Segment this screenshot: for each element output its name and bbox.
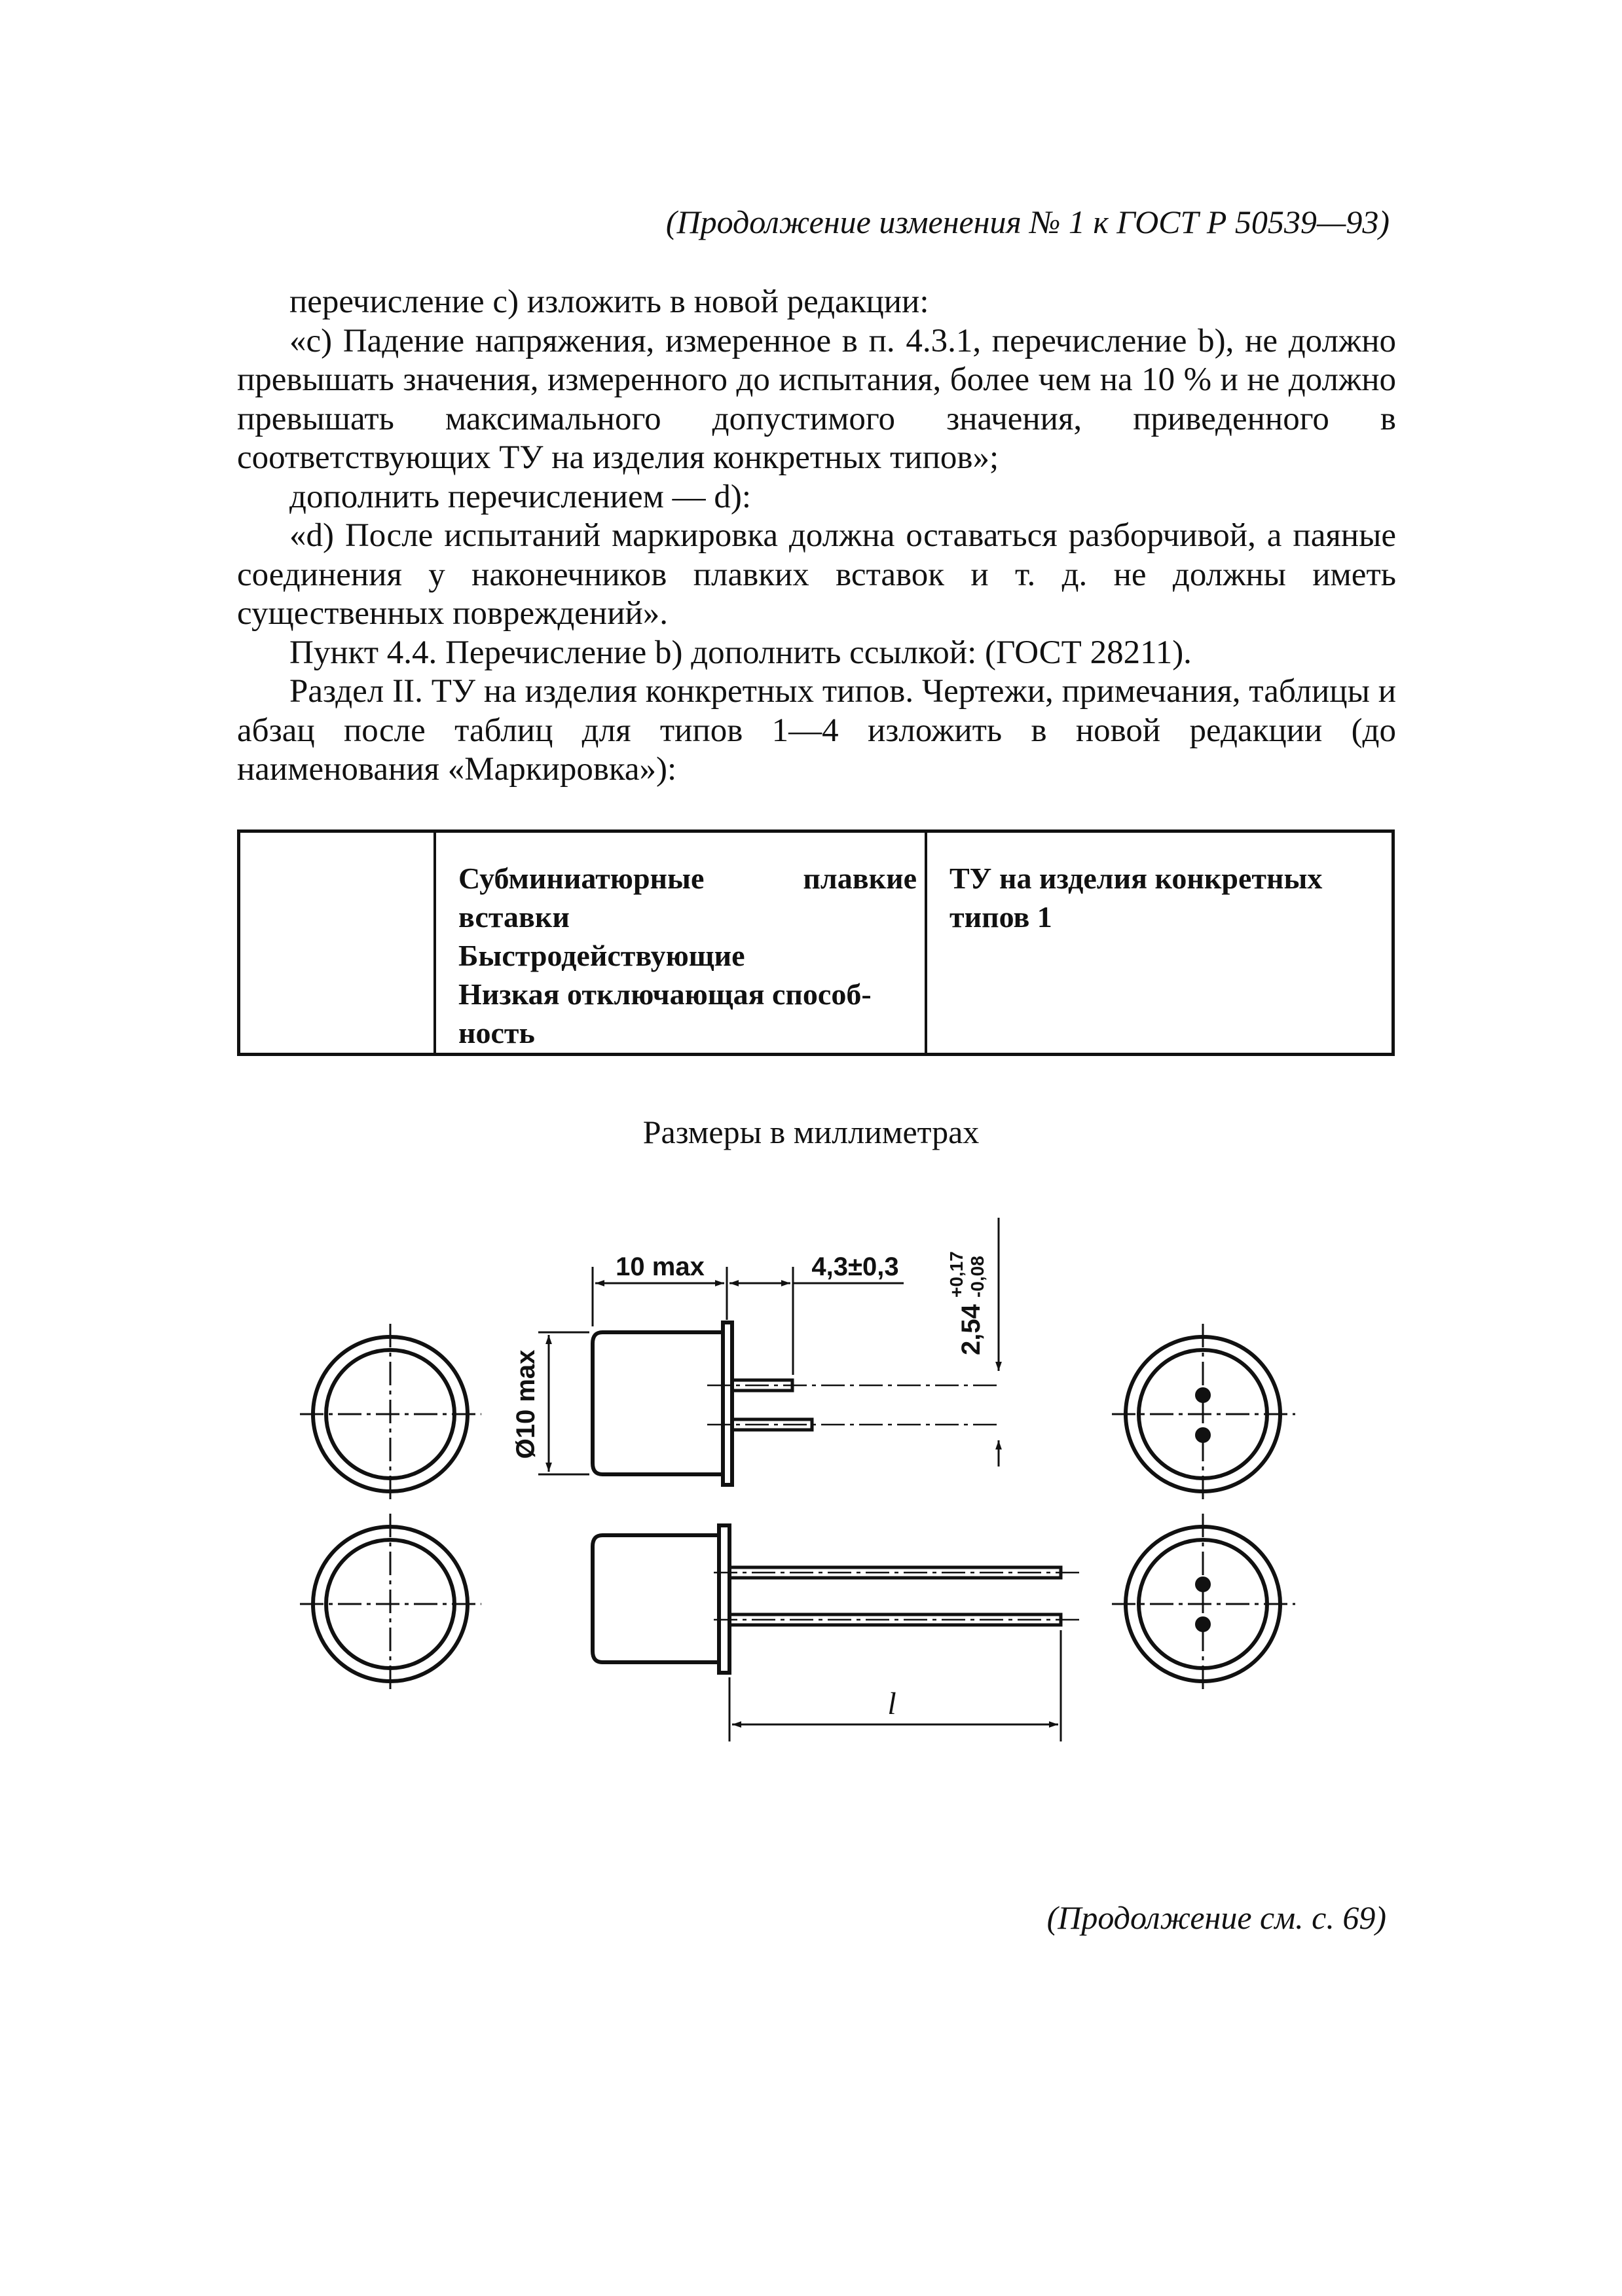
dimension-body-length: [593, 1252, 727, 1326]
pin-dot: [1195, 1576, 1211, 1592]
dimension-pin-pitch: [946, 1218, 999, 1467]
page-footer: (Продолжение см. с. 69): [1046, 1899, 1386, 1936]
paragraph: дополнить перечислением — d):: [289, 478, 752, 515]
cell-line: ность: [458, 1016, 535, 1049]
dimension-diameter: [511, 1332, 589, 1474]
cell-line: вставки: [458, 900, 570, 934]
end-view-bottom-right: [1112, 1514, 1295, 1694]
dim-label: Ø10 max: [511, 1349, 540, 1459]
page-header: (Продолжение изменения № 1 к ГОСТ Р 50539—93): [665, 204, 1390, 240]
dim-label: 4,3±0,3: [811, 1252, 899, 1281]
pin-dot: [1195, 1387, 1211, 1403]
paragraph: перечисление с) изложить в новой редакции:: [289, 283, 929, 320]
dim-tolerance-upper: +0,17: [946, 1251, 967, 1298]
end-view-bottom-left: [300, 1514, 481, 1694]
dimensions-caption: Размеры в миллиметрах: [642, 1114, 980, 1150]
side-view-long-leads: [593, 1525, 1082, 1673]
dim-tolerance-lower: -0,08: [967, 1256, 987, 1298]
paragraph: «с) Падение напряжения, измеренное в п. 4.3.1, перечисление b), не должно превышать значения, измеренного до испытания, более чем на 10 % и не должно превышать максимального допустимого значения, приведенного в соответствующих ТУ на изделия конкретных типов»;: [237, 322, 1396, 476]
dim-label: 2,54: [957, 1304, 986, 1355]
end-view-top-left: [300, 1324, 481, 1504]
dim-label: l: [887, 1686, 896, 1721]
pin-dot: [1195, 1616, 1211, 1632]
dimension-lead-length: [729, 1630, 1061, 1741]
dim-label: 10 max: [616, 1252, 705, 1281]
cell-line: Низкая отключающая способ-: [458, 977, 872, 1011]
end-view-top-right: [1112, 1324, 1295, 1504]
cell-line: типов 1: [949, 900, 1052, 934]
cell-line: Субминиатюрные плавкие: [458, 862, 917, 895]
dimension-pin-length: [729, 1252, 904, 1375]
paragraph: «d) После испытаний маркировка должна оставаться разборчивой, а паяные соединения у наконечников плавких вставок и т. д. не должны иметь существенных повреждений».: [237, 517, 1396, 632]
cell-line: Быстродействующие: [458, 939, 745, 972]
paragraph: Раздел II. ТУ на изделия конкретных типов. Чертежи, примечания, таблицы и абзац после таблиц для типов 1—4 изложить в новой редакции (до наименования «Маркировка»):: [237, 673, 1396, 788]
cell-line: ТУ на изделия конкретных: [949, 862, 1323, 895]
pin-dot: [1195, 1427, 1211, 1443]
side-view-short-pins: [593, 1322, 999, 1485]
paragraph: Пункт 4.4. Перечисление b) дополнить ссылкой: (ГОСТ 28211).: [289, 634, 1192, 671]
